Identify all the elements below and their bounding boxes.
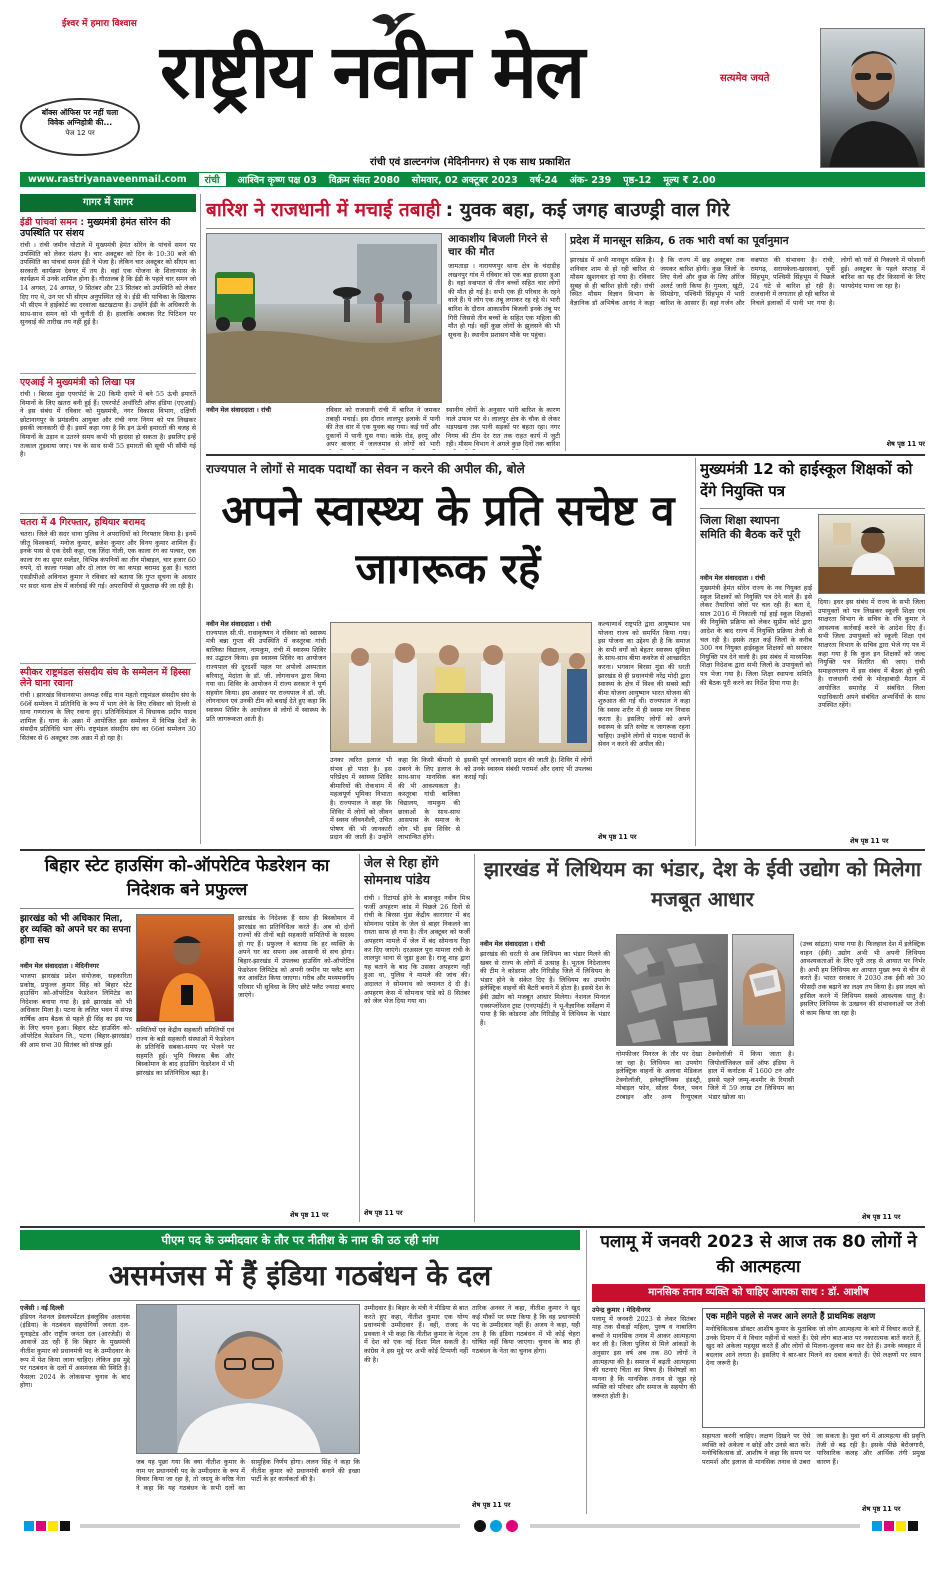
lithium-hand-photo [732, 934, 794, 1046]
cm-teachers-continued[interactable]: शेष पृष्ठ 11 पर [850, 837, 889, 845]
governor-photo [330, 622, 592, 752]
india-alliance-text: इंडियन नेशनल डेवलपमेंटल इंक्लूसिव अलायंस (इंडिया) के गठबंधन सहयोगियों जनता दल-यूनाइटेड और राष्ट्रीय जनता दल (आरजेडी) से आवाजें उठ रही हैं कि बिहार के मुख्यमंत्री नीतीश कुमार को प्रधानमंत्री पद के उम्मीदवार के रूप में पेश किया जाना चाहिए। लेकिन इस मुद्दे पर गठबंधन के दलों में असमंजस की स्थिति है। फैसला 2024 के लोकसभा चुनाव के बाद होगा। [20, 1312, 130, 1390]
cm-teachers-headline: मुख्यमंत्री 12 को हाईस्कूल शिक्षकों को देंगे नियुक्ति पत्र [700, 460, 913, 500]
india-alliance-text: जब यह पूछा गया कि क्या नीतीश कुमार के नाम पर प्रधानमंत्री पद के उम्मीदवार के रूप में विचार किया जा रहा है, तो जदयू के वरिष्ठ नेता ने कहा कि यह गठबंधन के सभी दलों का सामूहिक निर्णय होगा। ललन सिंह ने कहा कि नीतीश कुमार को प्रधानमंत्री बनाने की इच्छा पार्टी के हर कार्यकर्ता की है। [136, 1458, 360, 1492]
nitish-photo [136, 1304, 360, 1454]
sidebar-header: गागर में सागर [20, 194, 196, 212]
bihar-housing-headline: बिहार स्टेट हाउसिंग को-ऑपरेटिव फेडरेशन का निदेशक बने प्रफुल्ल [44, 856, 330, 900]
cm-teachers-text: मुख्यमंत्री हेमंत सोरेन राज्य के नव नियुक्त हाई स्कूल शिक्षकों को नियुक्ति पत्र देने वाले हैं। इसे लेकर तैयारियां जोरों पर चल रही हैं। बता दें, साल 2016 में निकाली गई हाई स्कूल शिक्षकों की नियुक्ति प्रक्रिया को लेकर सुप्रीम कोर्ट द्वारा आदेश के बाद राज्य में नियुक्ति प्रक्रिया तेजी से चल रही है। इसके तहत कई जिलों के करीब 300 नव नियुक्त हाईस्कूल शिक्षकों को सरकार नियुक्ति पत्र देने वाली है। इस संबंध में माध्यमिक शिक्षा निदेशक द्वारा सभी जिलों के उपायुक्तों को पत्र भेजा गया है। जिला शिक्षा स्थापना समिति की बैठक पूरी करने का निर्देश दिया गया है। [700, 584, 812, 687]
cm-teachers-text: दिया। इधर इस संबंध में राज्य के सभी जिला उपायुक्तों को पत्र लिखकर स्कूली शिक्षा एवं साक्षरता विभाग के सचिव के रवि कुमार ने आवश्यक कार्रवाई करने के आदेश दिए हैं। सभी जिला उपायुक्तों को स्कूली शिक्षा एवं साक्षरता विभाग के सचिव द्वारा भेजे गए पत्र में कहा गया है कि कुल इन शिक्षकों को जल्द नियुक्ति पत्र वितरित की जाए। रांची समाहरणालय में इस संबंध में बैठक हो चुकी है। राजधानी रांची के मोरहाबादी मैदान में आयोजित समारोह में संबंधित जिला पदाधिकारी अपने संबंधित अभ्यर्थियों के साथ उपस्थित रहेंगे। [818, 598, 925, 710]
governor-kicker: राज्यपाल ने लोगों से मादक पदार्थों का सेवन न करने की अपील की, बोले [206, 462, 525, 476]
masthead-tagline-left: ईश्वर में हमारा विश्वास [62, 19, 137, 29]
palamu-box [702, 1308, 925, 1428]
bihar-housing-sub: झारखंड को भी अधिकार मिला, हर व्यक्ति को अपने घर का सपना होगा सच [20, 914, 131, 946]
india-alliance-byline: एजेंसी । नई दिल्ली [20, 1304, 64, 1312]
sidebar-item[interactable] [20, 217, 196, 369]
governor-col4 [598, 620, 690, 844]
lithium-continued[interactable]: शेष पृष्ठ 11 पर [862, 1213, 901, 1221]
palamu-continued[interactable]: शेष पृष्ठ 11 पर [862, 1505, 901, 1513]
sidebar-item-text: रांची । झारखंड विधानसभा अध्यक्ष रवींद्र नाथ महतो राष्ट्रमंडल संसदीय संघ के 66वें सम्मेलन में प्रतिनिधि के रूप में भाग लेने के लिए रविवार को दिल्ली से घाना गणराज्य के लिए रवाना हुए। प्रतिनिधिमंडल में विधायक प्रदीप यादव शामिल हैं। घाना के अक्रा में आयोजित इस सम्मेलन में विभिन्न देशों के संसदीय प्रतिनिधि भाग लेंगे। राष्ट्रमंडल संसदीय संघ का 66वां सम्मेलन 30 सितंबर से 6 अक्टूबर तक अक्रा में हो रहा है। [20, 691, 196, 742]
strip-price: मूल्य ₹ 2.00 [663, 175, 716, 186]
bihar-housing-text: भाजपा झारखंड प्रदेश संयोजक, सहकारिता प्रकोष्ठ, प्रफुल्ल कुमार सिंह को बिहार स्टेट हाउसिंग को-ऑपरेटिव फेडरेशन लिमिटेड का निदेशक बनाया गया है। इसे झारखंड को भी अधिकार मिला है। पटना के ललित भवन में संपन्न वार्षिक आम बैठक से पहले ही सिंह का इस पद के लिए चयन हुआ। बिहार स्टेट हाउसिंग को-ऑपरेटिव फेडरेशन लि., पटना (बिहार-झारखंड) की आम सभा 30 सितंबर को संपन्न हुई। [20, 972, 132, 1049]
india-alliance-col4 [472, 1304, 580, 1510]
somnath-text: रांची । रिटायर्ड होने के बावजूद नवीन मिश्र फर्जी अपहरण कांड में पिछले 26 दिनों से रांची के बिरसा मुंडा केंद्रीय कारागार में बंद सोमनाथ पांडेय के जेल से बाहर निकलने का रास्ता साफ हो गया है। तीन अक्टूबर को फर्जी अपहरण मामले में जेल में बंद सोमनाथ रिहा कर दिए जाएंगे। दरअसल पूरा मामला रांची के लालपुर थाना से जुड़ा हुआ है। राजू शाह द्वारा यह बताने के बाद कि उसका अपहरण नहीं हुआ था, पुलिस ने मामले की जांच की। अदालत ने सोमनाथ को जमानत दे दी है। अपहरण केस में सोमनाथ पांडे को 8 सितंबर को जेल भेज दिया गया था। [364, 894, 470, 1006]
india-alliance-text: उम्मीदवार है। बिहार के मंत्री ने मीडिया से बात करते हुए कहा, नीतीश कुमार एक योग्य प्रधानमंत्री उम्मीदवार हैं। वहीं, राजद के प्रवक्ता ने भी कहा कि नीतीश कुमार के नेतृत्व में देश को एक नई दिशा मिल सकती है। कांग्रेस ने इस मुद्दे पर अभी कोई टिप्पणी नहीं की है। [364, 1304, 468, 1364]
sidebar-item-title: मुख्यमंत्री हेमंत सोरेन की उपस्थिति पर संशय [20, 217, 171, 239]
website-link[interactable]: www.rastriyanaveenmail.com [28, 174, 187, 185]
somnath-headline: जेल से रिहा होंगे सोमनाथ पांडेय [364, 855, 439, 887]
lithium-text: (उच्च सांद्रता) पाया गया है। फिलहाल देश में इलेक्ट्रिक वाहन (ईवी) उद्योग अभी भी अपनी लिथियम आवश्यकताओं के लिए पूरी तरह से आयात पर निर्भर है। अभी हम लिथियम का आयात मुख्य रूप से चीन से करते हैं। भारत सरकार ने 2030 तक ईवी को 30 फीसदी तक बढ़ाने का लक्ष्य तय किया है। इस लक्ष्य को हासिल करने में लिथियम सबसे आवश्यक धातु है। इसलिए लिथियम के उत्खनन की संभावनाओं पर तेजी से काम किया जा रहा है। [800, 940, 925, 1017]
date-strip [20, 172, 925, 187]
lithium-story[interactable] [480, 854, 925, 1222]
sidebar-item-text: रांची । बिरसा मुंडा एयरपोर्ट के 20 किमी दायरे में बने 55 ऊंची इमारतें विमानों के लिए खतरा बनी हुई हैं। एयरपोर्ट अथॉरिटी ऑफ इंडिया (एएआई) ने इस संबंध में रविवार को मुख्यमंत्री, नगर विकास विभाग, दक्षिणी छोटानागपुर के प्रमंडलीय आयुक्त और रांची नगर निगम को पत्र लिखकर इसकी जानकारी दी है। इसमें कहा गया है कि इन ऊंची इमारतों की वजह से विमानों के उड़ान व उतरने समय कभी भी हादसा हो सकता है। इसलिए इन्हें तत्काल तुड़वाया जाए। पत्र के साथ सभी 55 इमारतों की सूची भी सौंपी गई है। [20, 390, 196, 459]
top-story-byline: नवीन मेल संवाददाता । रांची [206, 406, 272, 414]
top-story-headline[interactable] [206, 196, 925, 226]
sidebar-item-text: चतरा। जिले की सदर थाना पुलिस ने अपराधियों को गिरफ्तार किया है। इनमें जीतू विश्वकर्मा, मनोज कुमार, ब्रजेश कुमार और विनय कुमार शामिल हैं। इनके पास से एक देसी कट्टा, एक जिंदा गोली, एक काला रंग का पल्सर, एक काला रंग का सुपर स्प्लेंडर, विभिन्न कंपनियों का तीन मोबाइल, चार हजार 60 रुपये, दो काला गमछा और दो लाल रंग का कपड़ा बरामद हुआ है। चतरा एसडीपीओ अविनाश कुमार ने रविवार को बताया कि गुप्त सूचना के आधार पर सदर थाना क्षेत्र में कार्रवाई की गई। अपराधियों से पूछताछ की जा रही है। [20, 530, 196, 590]
sidebar-item[interactable] [20, 663, 196, 833]
strip-date: सोमवार, 02 अक्टूबर 2023 [411, 175, 518, 186]
governor-text: उनका त्वरित इलाज भी संभव हो पाता है। इस परिप्रेक्ष्य में स्वास्थ्य शिविर बीमारियों की रोकथाम में महत्वपूर्ण भूमिका निभाता है। राज्यपाल ने कहा कि शिविर में लोगों को जीवन में स्वस्थ जीवनशैली, उचित पोषण की भी जानकारी प्रदान की जाती है। उन्होंने कहा कि किसी बीमारी से उबरने के लिए इलाज के साथ-साथ मानसिक बल की भी आवश्यकता है। कस्तूरबा गांधी बालिका विद्यालय, नामकुम की छात्राओं के साथ-साथ आसपास के समाज के लोग भी इस शिविर से लाभान्वित होंगे। [330, 756, 460, 842]
governor-continued[interactable]: शेष पृष्ठ 11 पर [598, 833, 637, 841]
strip-samvat: विक्रम संवत 2080 [328, 175, 400, 186]
portrait-photo [820, 28, 925, 168]
praful-photo [136, 914, 234, 1022]
masthead [20, 6, 925, 171]
sidebar-divider [200, 194, 201, 844]
governor-col3: इसकी पूर्ण जानकारी प्रदान की जाती है। शिविर में लोगों को उनके स्वास्थ्य संबंधी परामर्श और दवाएं भी उपलब्ध कराई गईं। [464, 756, 592, 782]
governor-byline: नवीन मेल संवाददाता । रांची [206, 620, 272, 628]
sidebar-item-title: एएआई ने मुख्यमंत्री को लिखा पत्र [20, 377, 135, 388]
lithium-text: झारखंड की धरती से अब लिथियम का भंडार मिलने की खबर से राज्य के लोगों में उत्साह है। भूतत्व निदेशालय की टीम ने कोडरमा और गिरिडीह जिले में लिथियम के भंडार होने के संकेत दिए हैं। लिथियम का उपयोग इलेक्ट्रिक वाहनों की बैटरी बनाने में होता है। इससे देश के ईवी उद्योग को मजबूत आधार मिलेगा। नेशनल मिनरल एक्सप्लोरेशन ट्रस्ट (एनएमईटी) ने भू-वैज्ञानिक सर्वेक्षण में पाया है कि कोडरमा और गिरिडीह में लिथियम के भंडार हैं। [480, 950, 610, 1027]
top-story-text: स्थानीय लोगों के अनुसार भारी बारिश के कारण नाले उफान पर थे। लालपुर क्षेत्र के चौक से लेकर थड़पखना तक पानी सड़कों पर बहता रहा। नगर निगम की टीम देर रात तक राहत कार्य में जुटी रही। मौसम विभाग ने अगले कुछ दिनों तक बारिश [446, 406, 560, 449]
sidebar-item[interactable] [20, 373, 196, 509]
strip-issue: अंक- 239 [569, 175, 612, 186]
governor-headline[interactable]: अपने स्वास्थ्य के प्रति सचेष्ट व जागरूक रहें [221, 486, 675, 593]
palamu-sub: मानसिक तनाव व्यक्ति को चाहिए आपका साथ : डॉ. आशीष [592, 1284, 925, 1302]
india-alliance-headline[interactable]: असमंजस में हैं इंडिया गठबंधन के दल [108, 1259, 492, 1292]
palamu-box-title: एक महीने पहले से नजर आने लगते हैं प्राथमिक लक्षण [706, 1312, 876, 1322]
palamu-text: पलामू में जनवरी 2023 से लेकर सितंबर माह तक सैकड़ों महिला, पुरुष व नाबालिग बच्चों ने मानसिक तनाव में आकर आत्महत्या कर ली है। जिला पुलिस से मिले आंकड़ों के अनुसार इस वर्ष अब तक 80 लोगों ने आत्महत्या की है। समाज में बढ़ती आत्महत्या की घटनाएं चिंता का विषय हैं। विशेषज्ञों का मानना है कि मानसिक तनाव से जूझ रहे व्यक्ति को परिवार और समाज के सहयोग की जरूरत होती है। [592, 1314, 696, 1400]
lightning-story[interactable] [448, 233, 560, 405]
somnath-continued[interactable]: शेष पृष्ठ 11 पर [364, 1209, 403, 1217]
bihar-housing-story[interactable] [20, 854, 354, 1222]
strip-pages: पृष्ठ-12 [623, 175, 652, 186]
lithium-rocks-photo [616, 934, 728, 1046]
print-registration-bar [20, 1518, 925, 1534]
strip-paksh: आश्विन कृष्ण पक्ष 03 [237, 175, 317, 186]
masthead-title: राष्ट्रीय नवीन मेल [160, 29, 584, 115]
bihar-housing-text: झारखंड के निदेशक हैं साथ ही बिस्कोमान में झारखंड का प्रतिनिधित्व करते हैं। अब वो दोनों राज्यों की तीनों बड़ी सहकारी समितियों के सदस्य हो गए हैं। प्रफुल्ल ने बताया कि हर व्यक्ति के अपने घर का सपना अब आसानी से सच होगा। बिहार-झारखंड में उपलब्ध हाउसिंग को-ऑपरेटिव फेडरेशन लिमिटेड को अपनी जमीन पर फ्लैट बना कर आवंटित किया जाएगा। गरीब और मध्यमवर्गीय परिवार भी सुविधा के लिए छोटे फ्लैट ज्यादा बनाए जाएंगे। [238, 914, 354, 1000]
bihar-housing-continued[interactable]: शेष पृष्ठ 11 पर [290, 1211, 329, 1219]
cm-teachers-story[interactable] [700, 458, 925, 846]
lightning-text: जामताड़ा । नारायणपुर थाना क्षेत्र के चंदाडीह लखनपुर गांव में रविवार को एक बड़ा हादसा हुआ है। वहां वज्रपात से तीन बच्चों सहित चार लोगों की मौत हो गई है। सभी एक ही परिवार के रहने वाले हैं। ये लोग एक तंबू लगाकर रह रहे थे। भारी बारिश के दौरान आकाशीय बिजली इनके तंबू पर गिरी जिससे तीन बच्चों के सहित एक महिला की मौत हो गई। वहीं कुछ लोगों के झुलसने की भी सूचना है। स्थानीय प्रशासन मौके पर पहुंचा। [448, 262, 560, 339]
palamu-headline: पलामू में जनवरी 2023 से आज तक 80 लोगों ने की आत्महत्या [600, 1232, 917, 1277]
top-story-body [206, 406, 560, 450]
box-office-text: बॉक्स ऑफिस पर नहीं चला विवेक अग्निहोत्री की... [41, 108, 119, 127]
cm-photo [818, 514, 925, 594]
box-office-teaser[interactable] [20, 98, 140, 156]
governor-col1 [206, 620, 326, 844]
governor-col2 [330, 756, 460, 844]
monsoon-headline: प्रदेश में मानसून सक्रिय, 6 तक भारी वर्षा का पूर्वानुमान [570, 233, 925, 252]
india-alliance-text: तारिक अनवर ने कहा, नीतीश कुमार ने खुद कई मौकों पर स्पष्ट किया है कि वह प्रधानमंत्री पद के उम्मीदवार नहीं हैं। अजय ने कहा, यही तय है कि इंडिया गठबंधन में भी कोई चेहरा घोषित नहीं किया जाएगा। चुनाव के बाद ही गठबंधन के नेता का चुनाव होगा। [472, 1304, 580, 1355]
india-alliance-continued[interactable]: शेष पृष्ठ 11 पर [472, 1501, 511, 1509]
strip-year: वर्ष-24 [529, 175, 558, 186]
rain-photo [206, 233, 442, 403]
governor-text: राज्यपाल सी.पी. राधाकृष्णन ने रविवार को स्वास्थ्य मंत्री बन्ना गुप्ता की उपस्थिति में कस्तूरबा गांधी बालिका विद्यालय, नामकुम, रांची में स्वास्थ्य शिविर का उद्घाटन किया। इस स्वास्थ्य शिविर का आयोजन राज्यपाल की दूरदर्शी पहल पर अपोलो अस्पताल बरियातू, मेदांता के डॉ. जी. लोगनाथन द्वारा किया गया था। शिविर के आयोजन में राज्य सरकार ने पूर्ण सहयोग किया। इस अवसर पर राज्यपाल ने डॉ. जी. लोगनाथन एवं उनकी टीम को बधाई देते हुए कहा कि स्वास्थ्य शिविर के आयोजन से लोगों में स्वास्थ्य के प्रति जागरूकता आती है। [206, 628, 326, 723]
palamu-byline: उपेन्द्र कुमार । मेदिनीनगर [592, 1306, 651, 1314]
publication-line: रांची एवं डाल्टनगंज (मेदिनीनगर) से एक साथ प्रकाशित [370, 157, 571, 168]
governor-text: कल्याणार्थ राष्ट्रपति द्वारा आयुष्मान भव योजना राज्य को समर्पित किया गया। इस योजना का उद्देश्य ही है कि समाज के सभी वर्गों को बेहतर स्वास्थ्य सुविधा के साथ-साथ बीमा कवरेज से आच्छादित करना। भगवान बिरसा मुंडा की धरती झारखंड से ही प्रधानमंत्री नरेंद्र मोदी द्वारा स्वास्थ्य के क्षेत्र में विश्व की सबसे बड़ी बीमा योजना आयुष्मान भारत योजना की शुरुआत की गई थी। राज्यपाल ने कहा कि स्वस्थ शरीर में ही स्वस्थ मन निवास करता है। इसलिए लोगों को अपने स्वास्थ्य के प्रति सचेष्ट व जागरूक रहना चाहिए। उन्होंने लोगों से मादक पदार्थों के सेवन न करने की अपील की। [598, 620, 690, 749]
india-alliance-col1 [20, 1304, 130, 1510]
cm-teachers-sub: जिला शिक्षा स्थापना समिति की बैठक करें पूरी [700, 514, 801, 541]
somnath-story[interactable] [364, 854, 470, 1222]
sidebar-item-title: स्पीकर राष्ट्रमंडल संसदीय संघ के सम्मेलन में हिस्सा लेने घाना रवाना [20, 667, 191, 689]
palamu-text: सहायता करनी चाहिए। लक्षण दिखने पर ऐसे व्यक्ति को अकेला न छोड़ें और उनसे बात करें। मनोचिकित्सक डॉ. आशीष ने कहा कि समय पर परामर्श और इलाज से मानसिक तनाव से उबरा जा सकता है। युवा वर्ग में आत्महत्या की प्रवृत्ति तेजी से बढ़ रही है। इसके पीछे बेरोजगारी, पारिवारिक कलह और आर्थिक तंगी प्रमुख कारण हैं। [702, 1432, 925, 1466]
monsoon-continued[interactable]: शेष पृष्ठ 11 पर [886, 440, 925, 448]
india-alliance-kicker: पीएम पद के उम्मीदवार के तौर पर नीतीश के नाम की उठ रही मांग [20, 1230, 580, 1250]
palamu-box-text: मनोचिकित्सक डॉक्टर आशीष कुमार के मुताबिक जो लोग आत्महत्या के बारे में विचार करते हैं, उनके दिमाग में ये विचार महीनों से चलते हैं। ऐसे लोग बात-बात पर नकारात्मक बातें करते हैं, खुद को अकेला महसूस करते हैं और लोगों से मिलना-जुलना कम कर देते हैं। उनके व्यवहार में बदलाव आने लगता है। इसलिए ये बार-बार मिलने का दबाव बनाते हैं। ऐसे लक्षणों पर ध्यान देना जरूरी है। [706, 1325, 921, 1368]
strip-city: रांची [199, 173, 226, 186]
lightning-headline: आकाशीय बिजली गिरने से चार की मौत [448, 233, 548, 258]
lithium-headline: झारखंड में लिथियम का भंडार, देश के ईवी उद्योग को मिलेगा मजबूत आधार [483, 857, 922, 911]
sidebar-item-title-red: ईडी पांचवां समन : [20, 217, 85, 228]
lithium-text: गोमफीजर मिनरल के तौर पर देखा जा रहा है। लिथियम का उपयोग इलेक्ट्रिक वाहनों के अलावा मेडिकल टेक्नोलॉजी, इलेक्ट्रॉनिक्स इंडस्ट्री, मोबाइल फोन, सोलर पैनल, पवन टरबाइन और अन्य रिन्यूएबल टेक्नोलॉजी में किया जाता है। जियोलॉजिकल सर्वे ऑफ इंडिया ने हाल में कर्नाटक में 1600 टन और इससे पहले जम्मू-कश्मीर के रियासी जिले में 59 लाख टन लिथियम का भंडार खोजा था। [616, 1050, 794, 1101]
box-office-page: पेज 12 पर [65, 129, 95, 137]
sidebar-item-title: चतरा में 4 गिरफ्तार, हथियार बरामद [20, 517, 146, 528]
sidebar-item[interactable] [20, 513, 196, 659]
lithium-byline: नवीन मेल संवाददाता । रांची [480, 940, 546, 948]
palamu-story[interactable] [592, 1230, 925, 1514]
bihar-housing-byline: नवीन मेल संवाददाता । मेदिनीनगर [20, 962, 99, 970]
monsoon-story[interactable] [570, 233, 925, 451]
sidebar [20, 194, 196, 844]
top-story-headline-black: : युवक बहा, कई जगह बाउण्ड्री वाल गिरे [445, 199, 730, 221]
bihar-housing-text: समितियों एवं केंद्रीय सहकारी समितियों एवं राज्य के बड़ी सहकारी संस्थाओं में फेडरेशन के प्रतिनिधि सबका-समय पर भेजने पर सहमति हुई। भूमि विकास बैंक और बिस्कोमान के बाद हाउसिंग फेडरेशन में भी झारखंड का प्रतिनिधित्व बढ़ा है। [136, 1026, 234, 1077]
sidebar-item-text: रांची । रांची जमीन घोटाले में मुख्यमंत्री हेमंत सोरेन के पांचवें समन पर उपस्थिति को लेकर संशय है। चार अक्टूबर को दिन के 10:30 बजे की उपस्थिति का पांचवां समन ईडी ने भेजा है। लेकिन चार अक्टूबर को सीएम का सरकारी कार्यक्रम देवघर में तय है। वहां एक योजना के शिलान्यास के कार्यक्रम में उनके शामिल होना है। गौरतलब है कि ईडी के पहले चार समन जो 14 अगस्त, 24 अगस्त, 9 सितंबर और 23 सितंबर को उपस्थिति को लेकर दिए गए थे, उन पर भी सीएम अनुपस्थित रहे थे। ईडी की याचिका के खिलाफ भी सीएम ने हाईकोर्ट का दरवाजा खटखटाया है। उन्होंने ईडी के अधिकारी के साथ-साथ समन को भी चुनौती दी है। हालांकि अबतक रिट पिटिशन पर सुनवाई की तारीख तय नहीं हुई है। [20, 241, 196, 327]
cm-teachers-byline: नवीन मेल संवाददाता । रांची [700, 574, 766, 582]
monsoon-text: झारखंड में अभी मानसून सक्रिय है। शनिवार शाम से हो रही बारिश से मौसम खुशगवार हो गया है। रविवार सुबह से ही बारिश होती रही। रांची स्थित मौसम विज्ञान विभाग के वैज्ञानिक डॉ अभिषेक आनंद ने कहा है कि राज्य में छह अक्टूबर तक जमकर बारिश होगी। कुछ जिलों के लिए येलो और कुछ के लिए ऑरेंज अलर्ट जारी किया है। गुमला, खूंटी, सिमडेगा, पश्चिमी सिंहभूम में भारी बारिश के आसार हैं। वहां गर्जन और वज्रपात की संभावना है। रांची, रामगढ़, सरायकेला-खरसावां, पूर्वी सिंहभूम, पश्चिमी सिंहभूम में पिछले 24 घंटे से बारिश हो रही है। राजधानी में लगातार हो रही बारिश से निचले इलाकों में पानी भर गया है। लोगों को घरों से निकलने में परेशानी हुई। अक्टूबर के पहले सप्ताह में बारिश का यह दौर किसानों के लिए फायदेमंद माना जा रहा है। [570, 256, 925, 307]
top-story-headline-red: बारिश ने राजधानी में मचाई तबाही [206, 199, 441, 221]
top-story-text: रविवार को राजधानी रांची में बारिश ने जमकर तबाही मचाई। इस दौरान लालपुर इलाके में पानी की तेज धार में एक युवक बह गया। कई घरों और दुकानों में पानी घुस गया। कांके रोड, हरमू और अपर बाजार में जलजमाव से लोगों को भारी [326, 406, 440, 449]
masthead-tagline-right: सत्यमेव जयते [720, 73, 770, 84]
